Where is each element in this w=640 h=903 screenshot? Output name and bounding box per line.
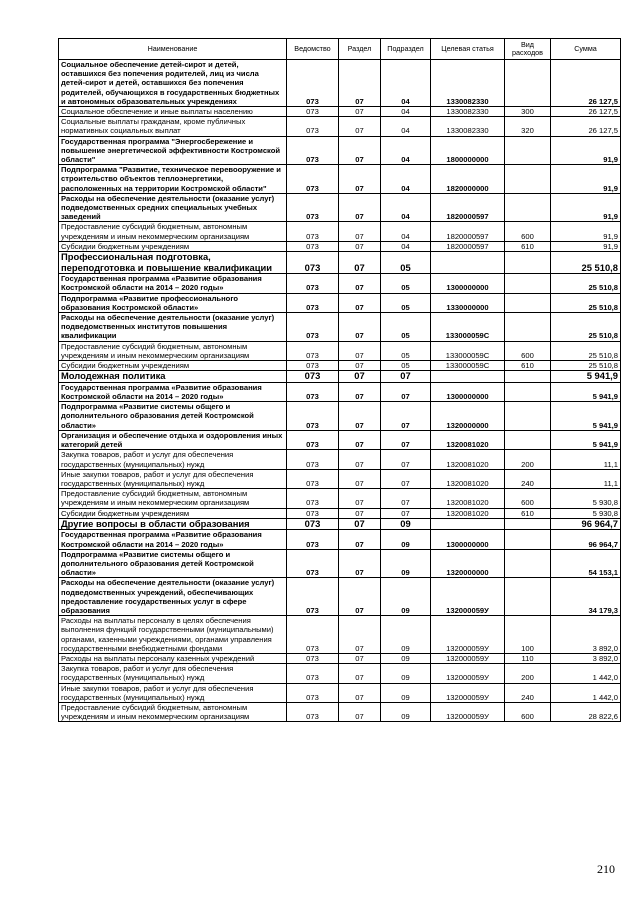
cell-target-article: [431, 371, 505, 383]
cell-subsection: 04: [381, 107, 431, 117]
table-row: [59, 702, 621, 721]
cell-department: 073: [287, 702, 339, 721]
cell-expense-type: [505, 578, 551, 616]
cell-name: Закупка товаров, работ и услуг для обеспечения государственных (муниципальных) нужд: [59, 664, 287, 683]
cell-target-article: 1330000000: [431, 293, 505, 312]
cell-section: 07: [339, 165, 381, 194]
cell-department: 073: [287, 664, 339, 683]
cell-sum: 34 179,3: [551, 578, 621, 616]
cell-department: 073: [287, 60, 339, 107]
cell-department: 073: [287, 469, 339, 488]
table-row: [59, 371, 621, 383]
cell-department: 073: [287, 489, 339, 508]
cell-target-article: 1320081020: [431, 469, 505, 488]
cell-department: 073: [287, 549, 339, 578]
table-row: [59, 430, 621, 449]
cell-expense-type: [505, 274, 551, 293]
cell-target-article: 132000059У: [431, 653, 505, 663]
cell-name: Предоставление субсидий бюджетным, автономным учреждениям и иным некоммерческим организациям: [59, 489, 287, 508]
cell-target-article: 1300000000: [431, 530, 505, 549]
cell-subsection: 05: [381, 313, 431, 342]
cell-subsection: 05: [381, 293, 431, 312]
cell-sum: 25 510,8: [551, 293, 621, 312]
cell-sum: 96 964,7: [551, 518, 621, 530]
cell-name: Подпрограмма «Развитие системы общего и дополнительного образования детей Костромской области»: [59, 402, 287, 431]
cell-target-article: 1320000000: [431, 402, 505, 431]
cell-expense-type: 600: [505, 489, 551, 508]
cell-expense-type: [505, 313, 551, 342]
cell-sum: 91,9: [551, 165, 621, 194]
cell-subsection: 09: [381, 664, 431, 683]
table-row: [59, 549, 621, 578]
cell-sum: 54 153,1: [551, 549, 621, 578]
cell-name: Другие вопросы в области образования: [59, 518, 287, 530]
cell-target-article: 1820000597: [431, 193, 505, 222]
cell-sum: 91,9: [551, 241, 621, 251]
cell-subsection: 09: [381, 549, 431, 578]
cell-section: 07: [339, 274, 381, 293]
table-row: [59, 489, 621, 508]
cell-sum: 91,9: [551, 136, 621, 165]
table-row: [59, 616, 621, 654]
cell-subsection: 07: [381, 508, 431, 518]
cell-subsection: 04: [381, 222, 431, 241]
cell-sum: 26 127,5: [551, 107, 621, 117]
cell-sum: 26 127,5: [551, 117, 621, 136]
table-row: [59, 469, 621, 488]
cell-target-article: 1320081020: [431, 430, 505, 449]
table-row: [59, 60, 621, 107]
cell-expense-type: 610: [505, 508, 551, 518]
cell-subsection: 07: [381, 402, 431, 431]
table-row: [59, 530, 621, 549]
cell-department: 073: [287, 222, 339, 241]
cell-sum: 25 510,8: [551, 274, 621, 293]
table-row: [59, 508, 621, 518]
table-row: [59, 313, 621, 342]
table-row: [59, 653, 621, 663]
table-row: [59, 341, 621, 360]
cell-department: 073: [287, 508, 339, 518]
cell-subsection: 04: [381, 241, 431, 251]
cell-sum: 25 510,8: [551, 252, 621, 274]
cell-name: Государственная программа «Развитие образования Костромской области на 2014 – 2020 годы»: [59, 382, 287, 401]
cell-target-article: 1820000000: [431, 165, 505, 194]
cell-target-article: 1330082330: [431, 107, 505, 117]
cell-department: 073: [287, 117, 339, 136]
cell-subsection: 09: [381, 683, 431, 702]
cell-expense-type: [505, 530, 551, 549]
cell-name: Организация и обеспечение отдыха и оздоровления иных категорий детей: [59, 430, 287, 449]
cell-department: 073: [287, 530, 339, 549]
cell-subsection: 09: [381, 702, 431, 721]
cell-target-article: 1300000000: [431, 382, 505, 401]
cell-expense-type: 610: [505, 241, 551, 251]
cell-expense-type: [505, 430, 551, 449]
cell-subsection: 05: [381, 252, 431, 274]
cell-target-article: 133000059С: [431, 313, 505, 342]
cell-department: 073: [287, 293, 339, 312]
table-row: [59, 222, 621, 241]
cell-subsection: 04: [381, 117, 431, 136]
cell-expense-type: [505, 293, 551, 312]
cell-subsection: 04: [381, 136, 431, 165]
cell-expense-type: 240: [505, 683, 551, 702]
cell-expense-type: [505, 382, 551, 401]
cell-department: 073: [287, 430, 339, 449]
cell-name: Субсидии бюджетным учреждениям: [59, 361, 287, 371]
cell-department: 073: [287, 371, 339, 383]
cell-expense-type: 600: [505, 341, 551, 360]
cell-department: 073: [287, 450, 339, 469]
cell-target-article: 1320000000: [431, 549, 505, 578]
cell-target-article: 132000059У: [431, 578, 505, 616]
cell-subsection: 09: [381, 530, 431, 549]
cell-department: 073: [287, 165, 339, 194]
cell-expense-type: 200: [505, 664, 551, 683]
cell-section: 07: [339, 60, 381, 107]
cell-target-article: 1300000000: [431, 274, 505, 293]
cell-section: 07: [339, 136, 381, 165]
cell-subsection: 07: [381, 489, 431, 508]
cell-name: Закупка товаров, работ и услуг для обеспечения государственных (муниципальных) нужд: [59, 450, 287, 469]
cell-section: 07: [339, 313, 381, 342]
cell-department: 073: [287, 616, 339, 654]
cell-subsection: 04: [381, 193, 431, 222]
cell-subsection: 07: [381, 450, 431, 469]
cell-sum: 26 127,5: [551, 60, 621, 107]
cell-name: Государственная программа «Развитие образования Костромской области на 2014 – 2020 годы»: [59, 530, 287, 549]
cell-expense-type: 610: [505, 361, 551, 371]
cell-department: 073: [287, 274, 339, 293]
table-row: [59, 193, 621, 222]
table-row: [59, 252, 621, 274]
cell-target-article: 133000059С: [431, 341, 505, 360]
table-row: [59, 683, 621, 702]
cell-subsection: 07: [381, 430, 431, 449]
cell-sum: 91,9: [551, 222, 621, 241]
cell-target-article: 1800000000: [431, 136, 505, 165]
cell-name: Расходы на обеспечение деятельности (оказание услуг) подведомственных средних специальных учебных заведений: [59, 193, 287, 222]
cell-department: 073: [287, 683, 339, 702]
cell-department: 073: [287, 518, 339, 530]
cell-section: 07: [339, 382, 381, 401]
cell-name: Расходы на обеспечение деятельности (оказание услуг) подведомственных учреждений, обеспечивающих предоставление государственных услуг в сфере образования: [59, 578, 287, 616]
cell-section: 07: [339, 430, 381, 449]
header-target-article: Целевая статья: [431, 39, 505, 60]
cell-department: 073: [287, 313, 339, 342]
cell-expense-type: 110: [505, 653, 551, 663]
cell-expense-type: 600: [505, 222, 551, 241]
cell-section: 07: [339, 489, 381, 508]
cell-expense-type: 300: [505, 107, 551, 117]
cell-sum: 25 510,8: [551, 341, 621, 360]
cell-subsection: 09: [381, 653, 431, 663]
cell-name: Субсидии бюджетным учреждениям: [59, 508, 287, 518]
cell-name: Иные закупки товаров, работ и услуг для обеспечения государственных (муниципальных) нужд: [59, 469, 287, 488]
header-sum: Сумма: [551, 39, 621, 60]
cell-name: Предоставление субсидий бюджетным, автономным учреждениям и иным некоммерческим организациям: [59, 341, 287, 360]
cell-target-article: [431, 518, 505, 530]
cell-section: 07: [339, 508, 381, 518]
cell-name: Профессиональная подготовка, переподготовка и повышение квалификации: [59, 252, 287, 274]
table-body: [59, 60, 621, 722]
cell-expense-type: [505, 252, 551, 274]
cell-target-article: 1820000597: [431, 241, 505, 251]
table-header-row: [59, 39, 621, 60]
cell-subsection: 07: [381, 469, 431, 488]
table-row: [59, 578, 621, 616]
cell-sum: 25 510,8: [551, 313, 621, 342]
cell-department: 073: [287, 578, 339, 616]
cell-department: 073: [287, 402, 339, 431]
cell-name: Социальное обеспечение и иные выплаты населению: [59, 107, 287, 117]
cell-expense-type: [505, 165, 551, 194]
cell-section: 07: [339, 241, 381, 251]
cell-department: 073: [287, 653, 339, 663]
cell-sum: 5 930,8: [551, 489, 621, 508]
cell-expense-type: 240: [505, 469, 551, 488]
cell-name: Молодежная политика: [59, 371, 287, 383]
cell-section: 07: [339, 371, 381, 383]
cell-section: 07: [339, 193, 381, 222]
cell-target-article: 1320081020: [431, 489, 505, 508]
table-row: [59, 165, 621, 194]
cell-expense-type: [505, 60, 551, 107]
document-page: [58, 38, 620, 722]
cell-name: Социальные выплаты гражданам, кроме публичных нормативных социальных выплат: [59, 117, 287, 136]
cell-subsection: 05: [381, 274, 431, 293]
cell-name: Государственная программа «Развитие образования Костромской области на 2014 – 2020 годы»: [59, 274, 287, 293]
cell-target-article: 1320081020: [431, 508, 505, 518]
table-row: [59, 293, 621, 312]
cell-section: 07: [339, 341, 381, 360]
header-name: Наименование: [59, 39, 287, 60]
cell-name: Подпрограмма «Развитие системы общего и дополнительного образования детей Костромской области»: [59, 549, 287, 578]
cell-target-article: 132000059У: [431, 702, 505, 721]
cell-section: 07: [339, 616, 381, 654]
table-row: [59, 107, 621, 117]
cell-section: 07: [339, 252, 381, 274]
cell-sum: 11,1: [551, 469, 621, 488]
cell-expense-type: 320: [505, 117, 551, 136]
cell-department: 073: [287, 136, 339, 165]
cell-name: Государственная программа "Энергосбережение и повышение энергетической эффективности Костромской области": [59, 136, 287, 165]
cell-department: 073: [287, 361, 339, 371]
cell-name: Субсидии бюджетным учреждениям: [59, 241, 287, 251]
cell-subsection: 04: [381, 165, 431, 194]
header-department: Ведомство: [287, 39, 339, 60]
cell-department: 073: [287, 252, 339, 274]
cell-name: Иные закупки товаров, работ и услуг для обеспечения государственных (муниципальных) нужд: [59, 683, 287, 702]
cell-sum: 1 442,0: [551, 664, 621, 683]
cell-section: 07: [339, 578, 381, 616]
table-row: [59, 450, 621, 469]
cell-target-article: 132000059У: [431, 616, 505, 654]
cell-expense-type: [505, 136, 551, 165]
table-row: [59, 274, 621, 293]
table-row: [59, 117, 621, 136]
cell-sum: 11,1: [551, 450, 621, 469]
cell-sum: 5 941,9: [551, 371, 621, 383]
cell-name: Подпрограмма "Развитие, техническое перевооружение и строительство объектов теплоэнергетики, расположенных на территории Костромской области": [59, 165, 287, 194]
cell-target-article: 133000059С: [431, 361, 505, 371]
cell-department: 073: [287, 382, 339, 401]
cell-expense-type: [505, 371, 551, 383]
cell-section: 07: [339, 683, 381, 702]
table-row: [59, 518, 621, 530]
cell-name: Предоставление субсидий бюджетным, автономным учреждениям и иным некоммерческим организациям: [59, 702, 287, 721]
cell-department: 073: [287, 241, 339, 251]
table-row: [59, 361, 621, 371]
cell-section: 07: [339, 293, 381, 312]
cell-section: 07: [339, 664, 381, 683]
header-section: Раздел: [339, 39, 381, 60]
cell-section: 07: [339, 450, 381, 469]
cell-subsection: 09: [381, 518, 431, 530]
cell-section: 07: [339, 530, 381, 549]
cell-sum: 28 822,6: [551, 702, 621, 721]
cell-section: 07: [339, 702, 381, 721]
header-subsection: Подраздел: [381, 39, 431, 60]
cell-name: Расходы на обеспечение деятельности (оказание услуг) подведомственных институтов повышения квалификации: [59, 313, 287, 342]
cell-target-article: 1820000597: [431, 222, 505, 241]
cell-target-article: 1330082330: [431, 117, 505, 136]
page-number: 210: [597, 862, 615, 876]
cell-sum: 5 941,9: [551, 430, 621, 449]
cell-expense-type: [505, 518, 551, 530]
cell-target-article: 132000059У: [431, 664, 505, 683]
cell-expense-type: 600: [505, 702, 551, 721]
cell-sum: 3 892,0: [551, 653, 621, 663]
cell-section: 07: [339, 402, 381, 431]
cell-expense-type: 100: [505, 616, 551, 654]
cell-expense-type: [505, 193, 551, 222]
cell-department: 073: [287, 193, 339, 222]
table-row: [59, 664, 621, 683]
cell-sum: 25 510,8: [551, 361, 621, 371]
cell-sum: 5 941,9: [551, 382, 621, 401]
cell-section: 07: [339, 107, 381, 117]
cell-subsection: 09: [381, 616, 431, 654]
cell-section: 07: [339, 117, 381, 136]
cell-subsection: 09: [381, 578, 431, 616]
cell-department: 073: [287, 107, 339, 117]
cell-sum: 5 930,8: [551, 508, 621, 518]
cell-subsection: 05: [381, 361, 431, 371]
cell-sum: 1 442,0: [551, 683, 621, 702]
cell-subsection: 07: [381, 382, 431, 401]
cell-sum: 91,9: [551, 193, 621, 222]
cell-target-article: 1330082330: [431, 60, 505, 107]
cell-section: 07: [339, 518, 381, 530]
cell-section: 07: [339, 222, 381, 241]
cell-target-article: [431, 252, 505, 274]
cell-name: Социальное обеспечение детей-сирот и детей, оставшихся без попечения родителей, лиц из числа детей-сирот и детей, оставшихся без попечения родителей, обучающихся в государственных бюджетных и автономных образовательных учреждениях: [59, 60, 287, 107]
cell-subsection: 07: [381, 371, 431, 383]
header-expense-type: Вид расходов: [505, 39, 551, 60]
cell-target-article: 1320081020: [431, 450, 505, 469]
cell-name: Расходы на выплаты персоналу казенных учреждений: [59, 653, 287, 663]
cell-expense-type: [505, 402, 551, 431]
cell-sum: 96 964,7: [551, 530, 621, 549]
cell-section: 07: [339, 469, 381, 488]
budget-table: [58, 38, 621, 722]
cell-subsection: 05: [381, 341, 431, 360]
table-row: [59, 136, 621, 165]
cell-sum: 5 941,9: [551, 402, 621, 431]
cell-expense-type: 200: [505, 450, 551, 469]
cell-sum: 3 892,0: [551, 616, 621, 654]
cell-department: 073: [287, 341, 339, 360]
cell-section: 07: [339, 361, 381, 371]
cell-section: 07: [339, 653, 381, 663]
table-row: [59, 241, 621, 251]
cell-name: Предоставление субсидий бюджетным, автономным учреждениям и иным некоммерческим организациям: [59, 222, 287, 241]
cell-name: Расходы на выплаты персоналу в целях обеспечения выполнения функций государственными (муниципальными) органами, казенными учреждениями, органами управления государственными внебюджетными фондами: [59, 616, 287, 654]
cell-expense-type: [505, 549, 551, 578]
table-row: [59, 402, 621, 431]
cell-subsection: 04: [381, 60, 431, 107]
table-row: [59, 382, 621, 401]
cell-target-article: 132000059У: [431, 683, 505, 702]
cell-section: 07: [339, 549, 381, 578]
cell-name: Подпрограмма «Развитие профессионального образования Костромской области»: [59, 293, 287, 312]
